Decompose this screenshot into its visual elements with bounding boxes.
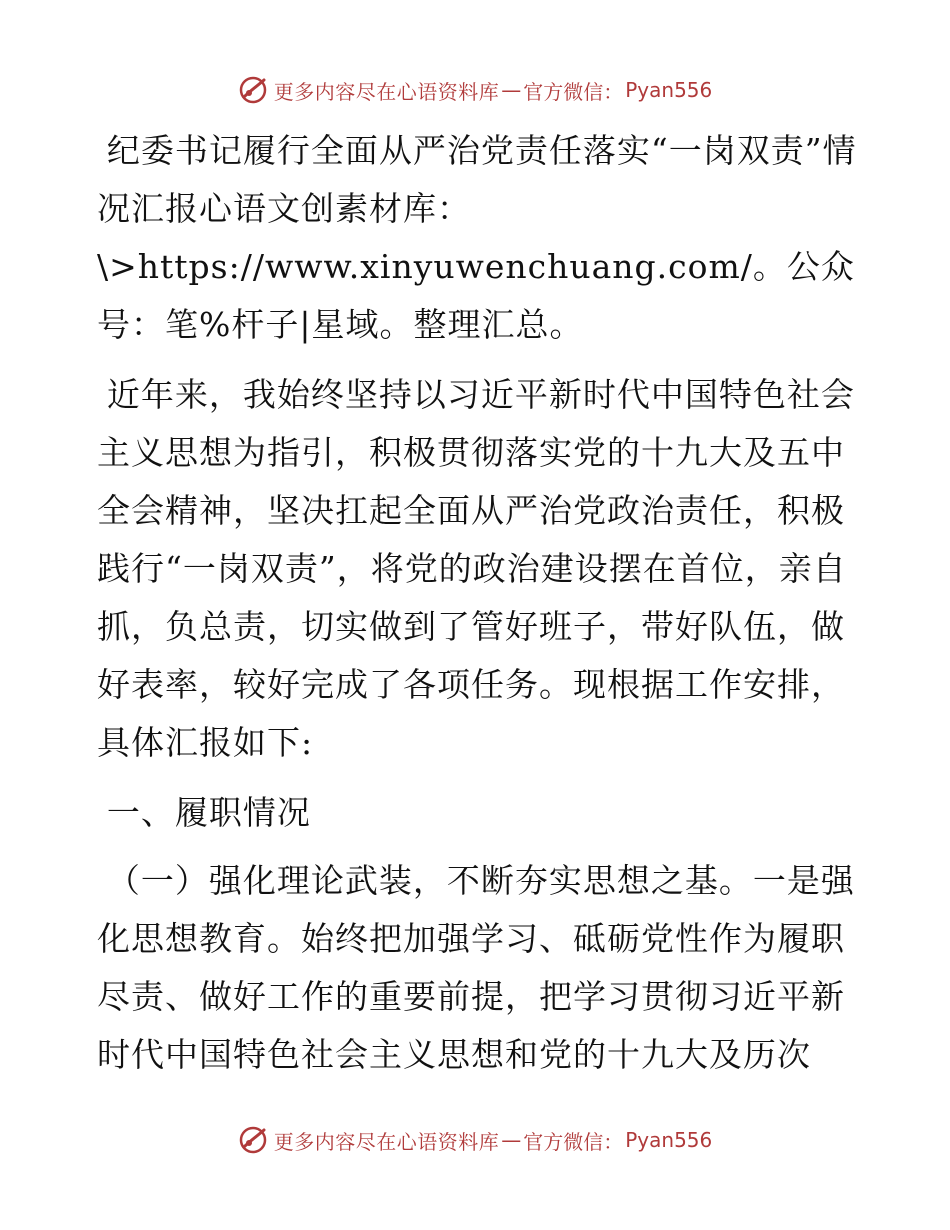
banner-dash: — [501,78,522,102]
section-heading: 一、履职情况 [106,793,311,832]
document-body [97,122,857,1096]
banner-wechat-id: Pyan556 [625,1128,713,1152]
banner-wechat-id: Pyan556 [625,78,713,102]
header-banner [0,70,950,110]
brush-logo-icon [238,75,268,105]
footer-banner [0,1120,950,1160]
brush-logo-icon [238,1125,268,1155]
banner-wechat-label: 官方微信： [523,1129,624,1154]
subsection-paragraph: （一）强化理论武装，不断夯实思想之基。一是强化思想教育。始终把加强学习、砥砺党性作为履职尽责、做好工作的重要前提，把学习贯彻习近平新时代中国特色社会主义思想和党的十九大及历次 [97,861,855,1074]
banner-wechat-label: 官方微信： [523,79,624,104]
title-paragraph: 纪委书记履行全面从严治党责任落实“一岗双责”情况汇报心语文创素材库：\>https://www.xinyuwenchuang.com/。公众号：笔%杆子|星域。整理汇总。 [97,131,857,344]
intro-paragraph: 近年来，我始终坚持以习近平新时代中国特色社会主义思想为指引，积极贯彻落实党的十九大及五中全会精神，坚决扛起全面从严治党政治责任，积极践行“一岗双责”，将党的政治建设摆在首位，亲自抓，负总责，切实做到了管好班子，带好队伍，做好表率，较好完成了各项任务。现根据工作安排，具体汇报如下: [97,375,855,762]
banner-text: 更多内容尽在心语资料库 [273,79,500,104]
banner-text: 更多内容尽在心语资料库 [273,1129,500,1154]
banner-dash: — [501,1128,522,1152]
